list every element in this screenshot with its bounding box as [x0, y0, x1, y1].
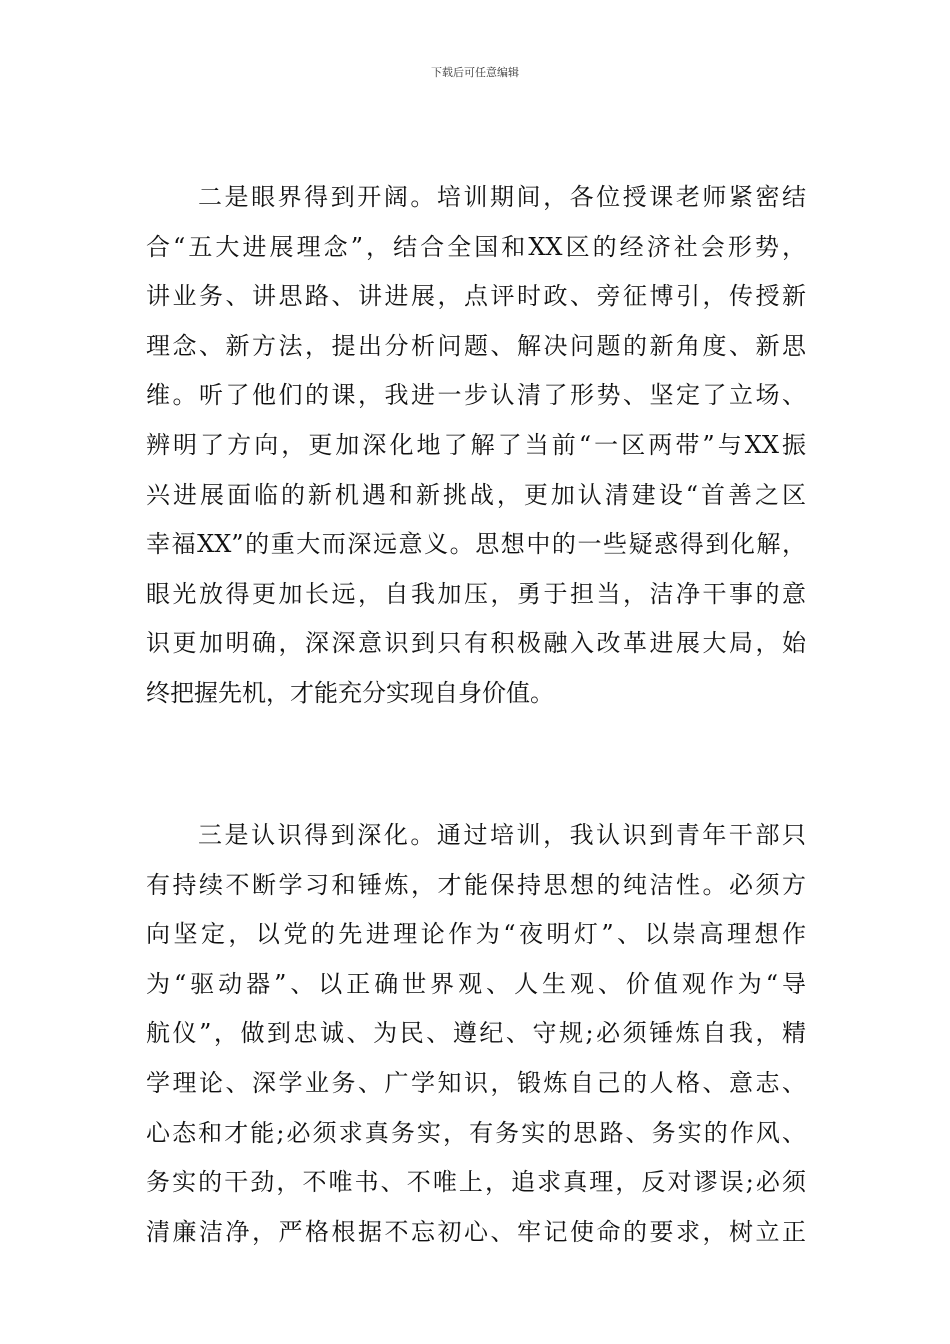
text-line: 理念、新方法，提出分析问题、解决问题的新角度、新思: [146, 331, 806, 360]
text-line: 清廉洁净，严格根据不忘初心、牢记使命的要求，树立正: [146, 1217, 806, 1246]
text-line: 讲业务、讲思路、讲进展，点评时政、旁征博引，传授新: [146, 282, 806, 311]
paragraph-understanding: [146, 811, 806, 1257]
text-line: 学理论、深学业务、广学知识，锻炼自己的人格、意志、: [146, 1068, 806, 1097]
text-line: 合“五大进展理念”，结合全国和XX区的经济社会形势，: [146, 232, 806, 261]
text-line: 幸福XX”的重大而深远意义。思想中的一些疑惑得到化解，: [146, 530, 806, 559]
text-line: 为“驱动器”、以正确世界观、人生观、价值观作为“导: [146, 969, 806, 998]
text-line: 识更加明确，深深意识到只有积极融入改革进展大局，始: [146, 629, 806, 658]
text-line: 辨明了方向，更加深化地了解了当前“一区两带”与XX振: [146, 430, 806, 459]
text-line: 二是眼界得到开阔。培训期间，各位授课老师紧密结: [198, 183, 806, 211]
text-line: 终把握先机，才能充分实现自身价值。: [146, 678, 554, 707]
text-line: 心态和才能;必须求真务实，有务实的思路、务实的作风、: [146, 1118, 806, 1147]
text-line: 向坚定，以党的先进理论作为“夜明灯”、以崇高理想作: [146, 920, 806, 949]
text-line: 兴进展面临的新机遇和新挑战，更加认清建设“首善之区: [146, 480, 806, 509]
text-line: 眼光放得更加长远，自我加压，勇于担当，洁净干事的意: [146, 579, 806, 608]
text-line: 三是认识得到深化。通过培训，我认识到青年干部只: [198, 821, 806, 849]
text-line: 航仪”，做到忠诚、为民、遵纪、守规;必须锤炼自我，精: [146, 1019, 806, 1048]
text-line: 务实的干劲，不唯书、不唯上，追求真理，反对谬误;必须: [146, 1168, 806, 1197]
text-line: 维。听了他们的课，我进一步认清了形势、坚定了立场、: [146, 381, 806, 410]
paragraph-vision: [146, 173, 806, 719]
text-line: 有持续不断学习和锤炼，才能保持思想的纯洁性。必须方: [146, 870, 806, 899]
page-header: 下载后可任意编辑: [431, 66, 519, 79]
